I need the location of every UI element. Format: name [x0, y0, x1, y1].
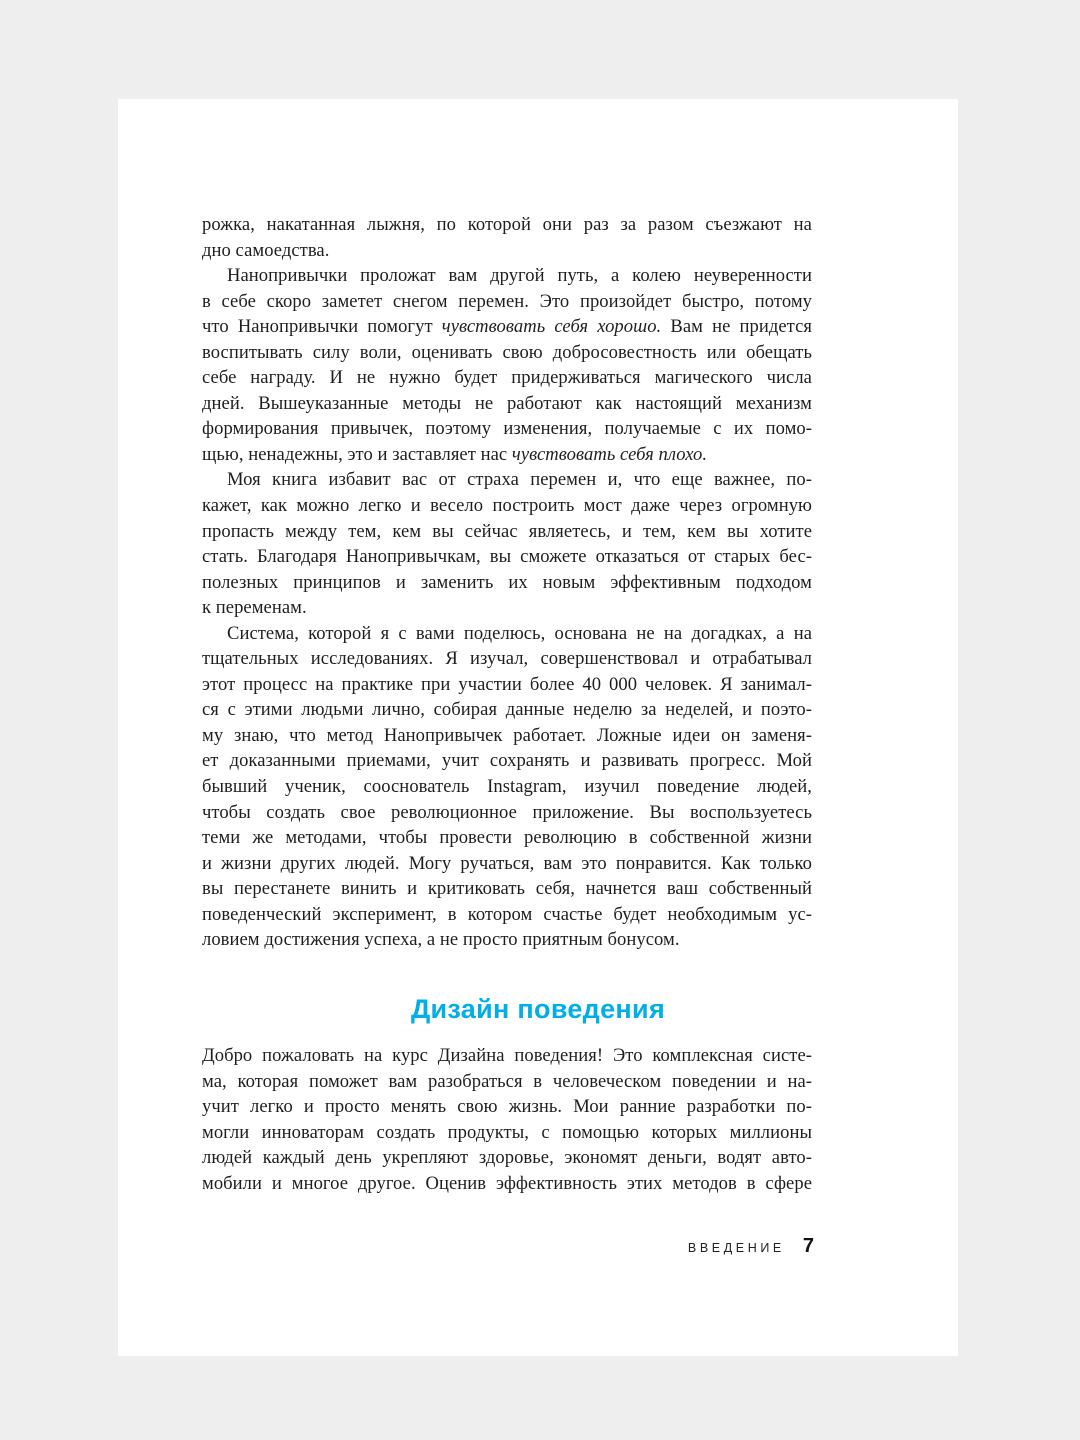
text-line: вы перестанете винить и критиковать себя, начнется ваш собственный: [202, 878, 812, 900]
text-line: ет доказанными приемами, учит сохранять и развивать прогресс. Мой: [202, 750, 812, 772]
text-line: формирования привычек, поэтому изменения, получаемые с их помо-: [202, 418, 812, 440]
text-line: Добро пожаловать на курс Дизайна поведения! Это комплексная систе-: [202, 1045, 812, 1066]
text-line: [202, 442, 812, 468]
running-head: ВВЕДЕНИЕ: [687, 1241, 785, 1255]
text-line: полезных принципов и заменить их новым эффективным подходом: [202, 571, 812, 593]
text-line: дно самоедства.: [202, 239, 330, 261]
text-line: пропасть между тем, кем вы сейчас являетесь, и тем, кем вы хотите: [202, 520, 812, 542]
text-line: мобили и многое другое. Оценив эффективность этих методов в сфере: [202, 1172, 812, 1194]
text-line: ся с этими людьми лично, собирая данные неделю за неделей, и поэто-: [202, 699, 812, 721]
text-run: Вам не придется: [661, 316, 812, 338]
page-footer: [688, 1235, 814, 1258]
text-line: поведенческий эксперимент, в котором счастье будет необходимым ус-: [202, 903, 812, 925]
text-line: людей каждый день укрепляют здоровье, экономят деньги, водят авто-: [202, 1147, 812, 1169]
book-page: [118, 99, 958, 1356]
text-line: учит легко и просто менять свою жизнь. Мои ранние разработки по-: [202, 1096, 812, 1118]
body-text-section: [202, 1043, 812, 1196]
text-line: к переменам.: [202, 597, 307, 619]
body-text-top: [202, 212, 812, 953]
text-line: себе награду. И не нужно будет придерживаться магического числа: [202, 367, 812, 389]
text-run: что Нанопривычки помогут: [202, 316, 442, 338]
text-line: му знаю, что метод Нанопривычек работает. Ложные идеи он заменя-: [202, 724, 812, 746]
italic-emphasis: чувствовать себя плохо.: [511, 443, 708, 465]
text-line: этот процесс на практике при участии более 40 000 человек. Я занимал-: [202, 673, 812, 695]
text-line: Нанопривычки проложат вам другой путь, а колею неуверенности: [227, 265, 812, 287]
text-line: тщательных исследованиях. Я изучал, совершенствовал и отрабатывал: [202, 648, 812, 670]
text-line: Система, которой я с вами поделюсь, основана не на догадках, а на: [227, 622, 812, 644]
text-line: воспитывать силу воли, оценивать свою добросовестность или обещать: [202, 341, 812, 363]
text-line: ма, которая поможет вам разобраться в человеческом поведении и на-: [202, 1070, 812, 1092]
text-line: [202, 314, 812, 340]
text-line: и жизни других людей. Могу ручаться, вам это понравится. Как только: [202, 852, 812, 874]
text-line: рожка, накатанная лыжня, по которой они раз за разом съезжают на: [202, 214, 812, 235]
page-number: 7: [802, 1235, 814, 1257]
text-line: ловием достижения успеха, а не просто приятным бонусом.: [202, 929, 680, 951]
text-line: кажет, как можно легко и весело построить мост даже через огромную: [202, 495, 812, 517]
text-line: дней. Вышеуказанные методы не работают как настоящий механизм: [202, 392, 812, 414]
text-run: щью, ненадежны, это и заставляет нас: [202, 443, 512, 465]
text-line: Моя книга избавит вас от страха перемен и, что еще важнее, по-: [227, 469, 812, 491]
text-line: стать. Благодаря Нанопривычкам, вы сможете отказаться от старых бес-: [202, 546, 812, 568]
text-line: могли инноваторам создать продукты, с помощью которых миллионы: [202, 1121, 812, 1143]
text-line: бывший ученик, сооснователь Instagram, изучил поведение людей,: [202, 776, 812, 798]
text-line: чтобы создать свое революционное приложение. Вы воспользуетесь: [202, 801, 812, 823]
italic-emphasis: чувствовать себя хорошо.: [441, 316, 662, 338]
text-line: в себе скоро заметет снегом перемен. Это произойдет быстро, потому: [202, 290, 812, 312]
section-heading: Дизайн поведения: [411, 994, 665, 1024]
text-line: теми же методами, чтобы провести революцию в собственной жизни: [202, 827, 812, 849]
